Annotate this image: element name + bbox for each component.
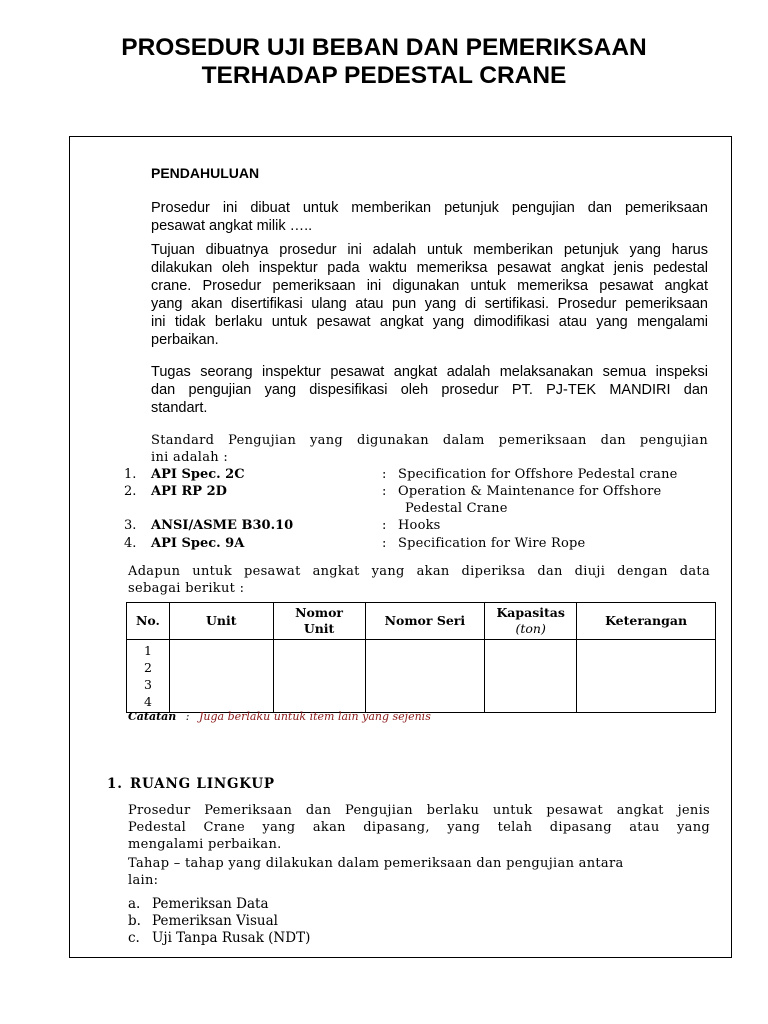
intro-para2-line: Tujuan dibuatnya prosedur ini adalah untuk memberikan petunjuk yang harus xyxy=(151,242,708,258)
row-number: 1 xyxy=(143,643,152,658)
standard-item xyxy=(124,483,724,500)
stage-letter: c. xyxy=(128,930,140,946)
note-label: Catatan xyxy=(128,710,177,723)
col-header-no: No. xyxy=(127,603,170,640)
data-intro-line1: Adapun untuk pesawat angkat yang akan diperiksa dan diuji dengan data xyxy=(128,564,710,579)
standard-item xyxy=(124,517,724,534)
title-line-1: PROSEDUR UJI BEBAN DAN PEMERIKSAAN xyxy=(121,34,647,61)
col-header-nomor-unit-line2: Unit xyxy=(303,621,335,636)
title-line-2: TERHADAP PEDESTAL CRANE xyxy=(201,62,567,89)
standards-intro-line1: Standard Pengujian yang digunakan dalam pemeriksaan dan pengujian xyxy=(151,433,708,448)
intro-para3-line: dan pengujian yang dispesifikasi oleh prosedur PT. PJ-TEK MANDIRI dan xyxy=(151,382,708,398)
standard-number: 4. xyxy=(124,536,137,551)
standard-separator: : xyxy=(382,484,387,499)
row-number: 2 xyxy=(143,660,152,675)
standard-code: ANSI/ASME B30.10 xyxy=(151,518,294,533)
intro-para2-line: crane. Prosedur pemeriksaan ini digunakan untuk memeriksa pesawat angkat xyxy=(151,278,708,294)
col-header-kapasitas xyxy=(485,603,577,640)
standard-separator: : xyxy=(382,518,387,533)
standard-number: 3. xyxy=(124,518,137,533)
stage-text: Pemeriksan Data xyxy=(152,896,269,912)
section1-para-line: Prosedur Pemeriksaan dan Pengujian berlaku untuk pesawat angkat jenis xyxy=(128,803,710,818)
standards-intro-line2: ini adalah : xyxy=(151,450,229,465)
standard-separator: : xyxy=(382,536,387,551)
intro-para2 xyxy=(151,241,708,349)
row-number: 4 xyxy=(143,694,152,709)
row-numbers-cell xyxy=(127,640,170,713)
table-note xyxy=(128,710,431,723)
stage-text: Pemeriksan Visual xyxy=(152,913,278,929)
col-header-nomor-unit xyxy=(273,603,365,640)
standard-description: Pedestal Crane xyxy=(405,501,508,516)
nomor-unit-cell xyxy=(273,640,365,713)
section1-stages-line1: Tahap – tahap yang dilakukan dalam pemeriksaan dan pengujian antara xyxy=(128,856,624,871)
intro-para1-line2: pesawat angkat milik ….. xyxy=(151,218,313,234)
col-header-keterangan: Keterangan xyxy=(577,603,716,640)
col-header-nomor-seri: Nomor Seri xyxy=(365,603,485,640)
intro-para3-line: Tugas seorang inspektur pesawat angkat adalah melaksanakan semua inspeksi xyxy=(151,364,708,380)
note-text: Juga berlaku untuk item lain yang sejenis xyxy=(199,710,431,723)
section1-stages-line2: lain: xyxy=(128,873,159,888)
standard-item-continuation xyxy=(124,500,724,517)
row-number: 3 xyxy=(143,677,152,692)
col-header-kapasitas-label: Kapasitas xyxy=(496,605,565,620)
section1-para xyxy=(128,802,710,853)
standard-code: API RP 2D xyxy=(151,484,227,499)
section1-para-line: mengalami perbaikan. xyxy=(128,837,282,852)
intro-para2-line: dilakukan oleh inspektur pada waktu memeriksa pesawat angkat jenis pedestal xyxy=(151,260,708,276)
standard-description: Operation & Maintenance for Offshore xyxy=(398,484,662,499)
intro-para2-line: perbaikan. xyxy=(151,332,219,348)
standard-item xyxy=(124,535,724,552)
unit-cell xyxy=(169,640,273,713)
stage-text: Uji Tanpa Rusak (NDT) xyxy=(152,930,311,946)
nomor-seri-cell xyxy=(365,640,485,713)
stage-letter: a. xyxy=(128,896,141,912)
standard-code: API Spec. 9A xyxy=(151,536,245,551)
intro-para2-line: ini tidak berlaku untuk pesawat angkat yang dimodifikasi atau yang mengalami xyxy=(151,314,708,330)
intro-para1-line1: Prosedur ini dibuat untuk memberikan petunjuk pengujian dan pemeriksaan xyxy=(151,200,708,216)
intro-para3 xyxy=(151,363,708,417)
col-header-kapasitas-unit: (ton) xyxy=(515,621,546,636)
document-title xyxy=(0,34,768,90)
standard-code: API Spec. 2C xyxy=(151,467,245,482)
section1-number: 1. xyxy=(107,776,123,792)
standard-description: Specification for Wire Rope xyxy=(398,536,586,551)
keterangan-cell xyxy=(577,640,716,713)
section1-para-line: Pedestal Crane yang akan dipasang, yang telah dipasang atau yang xyxy=(128,820,710,835)
intro-para2-line: yang akan disertifikasi ulang atau pun yang di sertifikasi. Prosedur pemeriksaan xyxy=(151,296,708,312)
standard-number: 1. xyxy=(124,467,137,482)
kapasitas-cell xyxy=(485,640,577,713)
table-header-row xyxy=(127,603,716,640)
table-row xyxy=(127,640,716,713)
col-header-unit: Unit xyxy=(169,603,273,640)
standard-item xyxy=(124,466,724,483)
standard-number: 2. xyxy=(124,484,137,499)
standard-separator: : xyxy=(382,467,387,482)
intro-heading: PENDAHULUAN xyxy=(151,165,260,181)
section1-heading: RUANG LINGKUP xyxy=(130,776,275,792)
unit-data-table xyxy=(126,602,716,713)
standard-description: Hooks xyxy=(398,518,441,533)
standard-description: Specification for Offshore Pedestal crane xyxy=(398,467,678,482)
intro-para3-line: standart. xyxy=(151,400,208,416)
stage-letter: b. xyxy=(128,913,141,929)
note-separator: : xyxy=(185,710,190,723)
col-header-nomor-unit-line1: Nomor xyxy=(295,605,344,620)
data-intro-line2: sebagai berikut : xyxy=(128,581,245,596)
